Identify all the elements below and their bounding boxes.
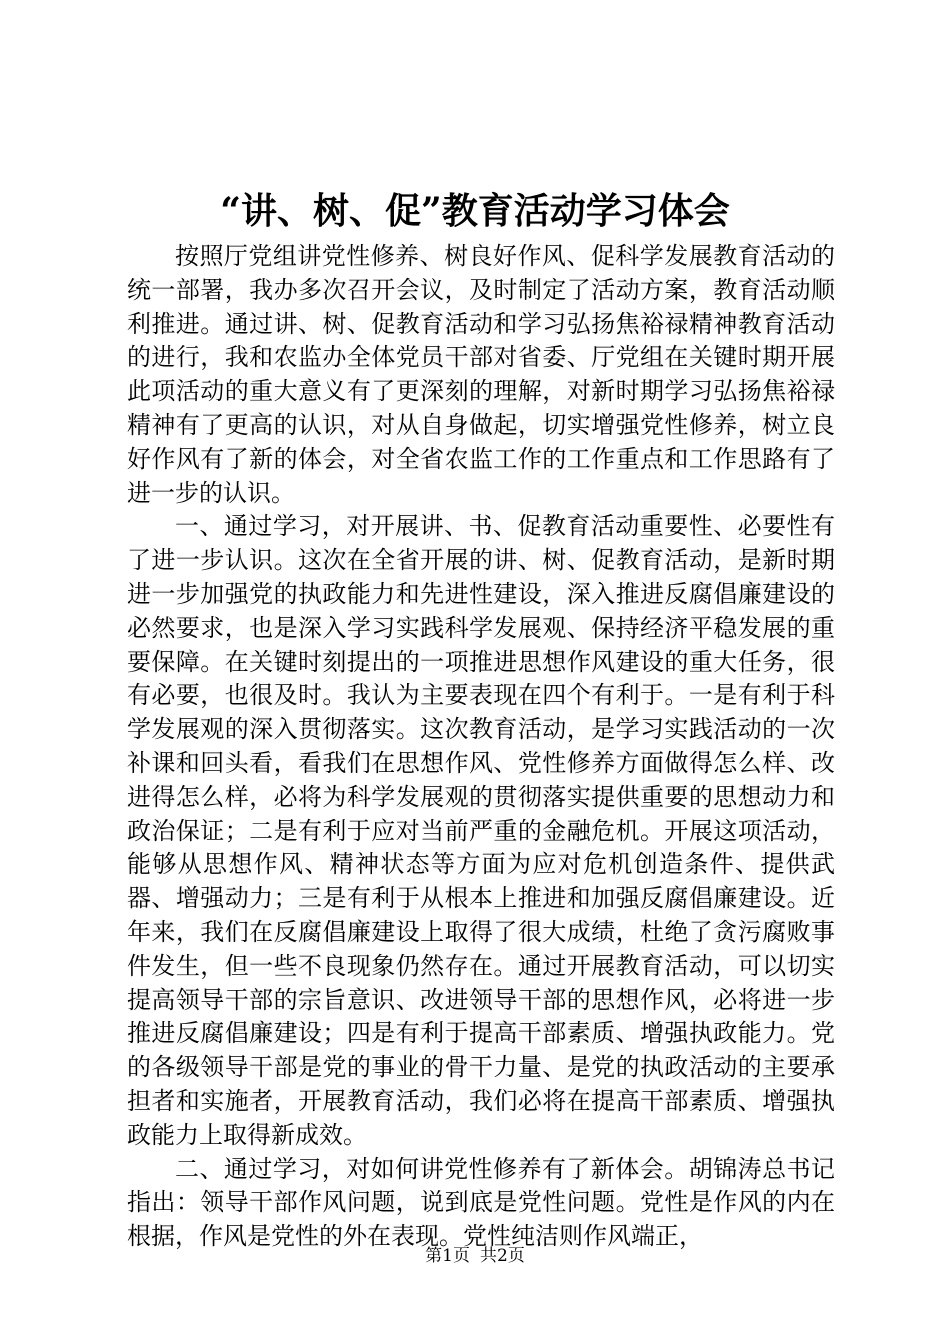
paragraph-intro: 按照厅党组讲党性修养、树良好作风、促科学发展教育活动的统一部署，我办多次召开会议，及时制定了活动方案，教育活动顺利推进。通过讲、树、促教育活动和学习弘扬焦裕禄精神教育活动的进行，我和农监办全体党员干部对省委、厅党组在关键时期开展此项活动的重大意义有了更深刻的理解，对新时期学习弘扬焦裕禄精神有了更高的认识，对从自身做起，切实增强党性修养，树立良好作风有了新的体会，对全省农监工作的工作重点和工作思路有了进一步的认识。	[127, 242, 835, 507]
paragraph-section-two: 二、通过学习，对如何讲党性修养有了新体会。胡锦涛总书记指出：领导干部作风问题，说到底是党性问题。党性是作风的内在根据，作风是党性的外在表现。党性纯洁则作风端正，	[127, 1154, 835, 1251]
page-footer	[0, 1244, 950, 1268]
page-number: 第1页	[425, 1246, 470, 1266]
document-title: “讲、树、促”教育活动学习体会	[220, 190, 730, 232]
page-total: 共2页	[480, 1246, 525, 1266]
document-body	[127, 240, 835, 1254]
paragraph-section-one: 一、通过学习，对开展讲、书、促教育活动重要性、必要性有了进一步认识。这次在全省开展的讲、树、促教育活动，是新时期进一步加强党的执政能力和先进性建设，深入推进反腐倡廉建设的必然要求，也是深入学习实践科学发展观、保持经济平稳发展的重要保障。在关键时刻提出的一项推进思想作风建设的重大任务，很有必要，也很及时。我认为主要表现在四个有利于。一是有利于科学发展观的深入贯彻落实。这次教育活动，是学习实践活动的一次补课和回头看，看我们在思想作风、党性修养方面做得怎么样、改进得怎么样，必将为科学发展观的贯彻落实提供重要的思想动力和政治保证；二是有利于应对当前严重的金融危机。开展这项活动，能够从思想作风、精神状态等方面为应对危机创造条件、提供武器、增强动力；三是有利于从根本上推进和加强反腐倡廉建设。近年来，我们在反腐倡廉建设上取得了很大成绩，杜绝了贪污腐败事件发生，但一些不良现象仍然存在。通过开展教育活动，可以切实提高领导干部的宗旨意识、改进领导干部的思想作风，必将进一步推进反腐倡廉建设；四是有利于提高干部素质、增强执政能力。党的各级领导干部是党的事业的骨干力量、是党的执政活动的主要承担者和实施者，开展教育活动，我们必将在提高干部素质、增强执政能力上取得新成效。	[127, 512, 835, 1149]
